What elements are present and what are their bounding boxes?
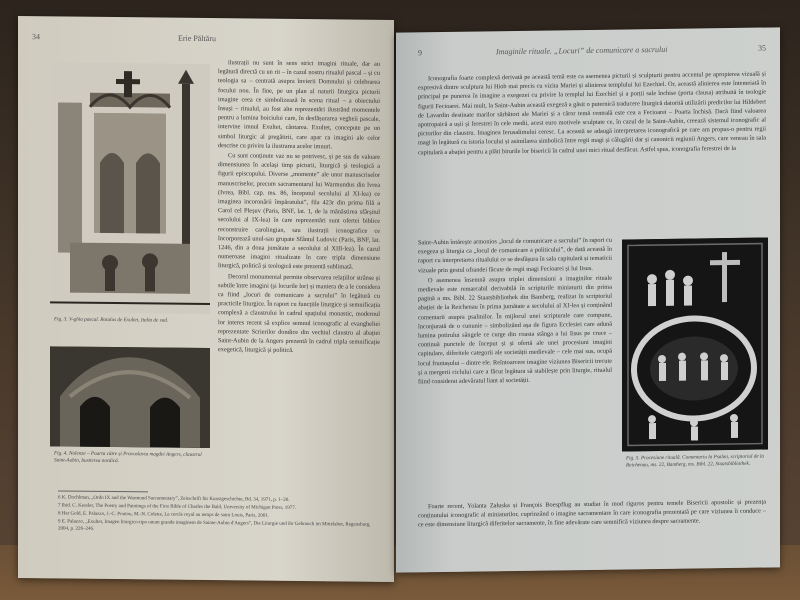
left-page-number: 34 — [32, 32, 40, 42]
figure-1-caption: Fig. 3. V-ghia pascal. Rotulus de Exultet, Italia de sud. — [54, 316, 169, 324]
left-footnotes — [58, 494, 376, 567]
figure-exultet-illustration — [50, 62, 210, 314]
left-paragraph: Decorul monumental permite observarea relațiilor strânse și subtile între imagini (și locurile lor) și maniera de a le considera ca fiind „locuri de comunicare a sacrului” în legătură cu practicile liturgice. În raport cu funcțiile liturgice și semnificația complexă a claustrului în cadrul spațiului monastic, modernul lor interes recent să explice semnul iconografic al evangheliei reprezentate Scrierilor dondice din vechiul claustru al abației Saint-Aubin de la Angers prezentă în cadrul tripla semnificație exegetică, liturgică și politică. — [218, 272, 380, 355]
left-paragraph: ilustrații nu sunt în sens strict imagini rituale, dar au legătură directă cu un rit – în cazul nostru ritualul pascal – și cu teologia sa – centrată asupra învierii Domnului și celebrarea focului nou. În fine, pe un plan al naturii liturgica picturii imagine ceea ce simbolizează în scena ritual – a obiectului însuși – ritualul, au fost alte reprezentări ilustrând momentele pentru a lumina boiciului care, în desfășurarea vegheii pascale, intervine imnul Exultet, cântarea. Exultet, concepute pe un simbol liturgic al pregătirii, care apar ca imagini ale celor descrise cu privire la ilustrarea acelor imnuri. — [218, 59, 380, 151]
left-text-column — [218, 58, 380, 486]
right-top-text — [418, 70, 766, 237]
figure-reichenau-miniature — [622, 237, 768, 451]
right-running-head: Imaginile rituale. „Locuri” de comunicare a sacrului — [496, 44, 668, 57]
miniature-drawing — [622, 237, 768, 451]
right-paragraph: Iconografia foarte complexă derivată pe această temă este ca asemenea picturii și sculpturii pentru accentul pe apropierea vizuală și expresivă dintre sculptura lui Hiob mai precis cu vizita Mariei și alinierea templului lui Ezechiel. Or, această alinierea este întemeiată în principal pe punerea în imagine a exegezei cu privire la templul lui Ezechiel și a porții sale închise (porta clausa) atribuită în teologie figurii Fecioarei. Mai mult, la Saint-Aubin această exegeză a găsit o puternică traducere liturgică datorită utilizării predicilor lui Hildebert de Lavardin destinate marilor sărbători ale Mariei și a căror temă centrală este cea a Fecioarei – Poarta închisă. Dacă fiind valoarea apotropaică a ușii și ferestrei în cele medii, acest euro motivele sculptate ce, în cazul de la Saint-Aubin, creează sistemul iconografic al pictorilor din claustru. Imaginea Ierusalimului ceresc. La această se adaugă interpretarea iconografică pe care am propus-o pentru regii magi în legătură cu istoria locului și asimilarea simbolică între regii magi și călugării dar și canonicii regiunii Angers, care veneau în sala capitulară a abației pentru a plăti birurile lor bisericii în cadrul unei mici ritual desfăcut. Astfel spus, iconografia ferestrei de la — [418, 70, 766, 156]
right-paragraph: Saint-Aubin întărește armonios „locul de comunicare a sacrului” în raport cu exegeza și liturgia ca „locul de comunicare a politicului”, de dată această în raport cu interpretarea ritualului ce se desfășura în sala capitulară și tematicii vizuale prin gestul ofrandei făcute de regii magi Fecioarei și lui Iisus. — [418, 236, 612, 274]
footnote: 6 K. Dochlman, „Ordo IX and the Warmund Sacramentary”, Zeitschrift für Kunstgeschichte, Bd. 34, 1971, p. 1–20. — [58, 495, 290, 503]
footnote-rule — [58, 490, 148, 492]
right-page-number: 35 — [758, 43, 766, 53]
figure-3-caption: Fig. 5. Procesiune rituală. Comentariu la Psalmi, scriptoriul de la Reichenau, ms. 22, Bamberg, ms. Bibl. 22, Staatsbibliothek. — [626, 453, 764, 469]
right-bottom-text — [418, 498, 766, 559]
footnote: 7 Ibid. C. Kessler, The Poetry and Paintings of the First Bible of Charles the Bald, University of Michigan Press, 1977. — [58, 503, 297, 511]
exultet-drawing — [50, 62, 210, 314]
left-running-head: Erie Păltăru — [178, 33, 216, 44]
footnote: 9 E. Palazzo, „Exultet, Imagen liturgico-tipo unum grande imaginem de Sainte-Aubin d'Angers”, Die Liturgie und ihr Gebrauch im Mittelalter, Regensburg, 2004, p. 226–246. — [58, 519, 371, 532]
arch-drawing — [50, 346, 210, 448]
footnote: 8 Har Gold, E. Palazzo, J.-C. Poutou, M.-N. Colette, Le cercle royal au temps de saint Louis, Paris, 2001. — [58, 511, 270, 519]
right-paragraph: Foarte recent, Yolanta Załuska și François Boespflug au studiat în mod riguros pentru temele Bisericii apostolic și prezența conținutului iconografic al miniaturilor, cuprinzând o imagine sacramentare în care iconografia prezentată pe care viziunea îi conduce – ce este dimensiune liturgică diferitelor sacramente, în fine adevărate care semnifică viziunea despre sacramente. — [418, 498, 766, 529]
figure-claustru-photo — [50, 346, 210, 448]
figure-2-caption: Fig. 4. Nolenze – Poarta către și Pravoslavia magdei Angers, claustrul Saint-Aubin, bustierea nordică. — [54, 450, 202, 464]
right-paragraph: O asemenea însemnă asupra triplei dimensiuni a imaginilor rituale medievale este remarcabil derivabilă în scripturile miniaturii din prima pagină a ms. Bibl. 22 Staatsbibliothek din Bamberg, realizat în scriptoriul abației de la Reichenau în prima jumătate a secolului al XI-lea și conținând comentarii asupra psalmilor. În mijlocul unei scripturale care compune, înconjurată de o cununie – simbolizând așa de figura Ecclesiei care adună lumina potirului sângele ce curge din coasta stânga a lui Iisus pe cruce – continuă punctele de început și și ofertă ale unei procesiuni imagini capitulare, diferitele categorii ale societății medievale – cele mai sus, ocupă locul fruntașului – dintre ele. Reîntoarcere imagine viziunea Bisericii trecute și a mergerii ciclului care a făcut legătura să stabilește prin liturgie, ritualul fiind considerat adevăratul liant al societății. — [418, 274, 612, 386]
left-paragraph: Cu sunt conținute vaz nu se potrivesc, și pe sus de valoare dimensiunea în același timp picturii, liturgică și teologică a figurii episcopului. Diverse „momente” ale unor manuscriselor manuscriselor, precum sacramentarul lui Warmundus din Ivrea (Ivrea, Bibl. cap. ms. 86, începutul secolului al XI-lea) ce imaginea incoronării împăratului”, fila 423r din prima filă a Carol cel Pleșuv (Paris, BNF, lat. 1, de la mănăstirea sfârșitul secolului al IX-lea) în care reprezentări sunt ofertei biblice reconstruire carolingian, sau ilustrații iconografice ce încorporează unul-sau grupate Sfântul Ludovic (Paris, BNF, lat. 1246, din a doua jumătate a secolului al XIII-lea). În cazul numeroase imagini ritualizate în care tripla dimensiune liturgică, politică și teologică este prezentă sublimată. — [218, 152, 380, 272]
right-page-marker: 9 — [418, 48, 422, 58]
right-left-text — [418, 236, 612, 501]
right-page — [396, 27, 780, 572]
left-page — [18, 16, 394, 582]
